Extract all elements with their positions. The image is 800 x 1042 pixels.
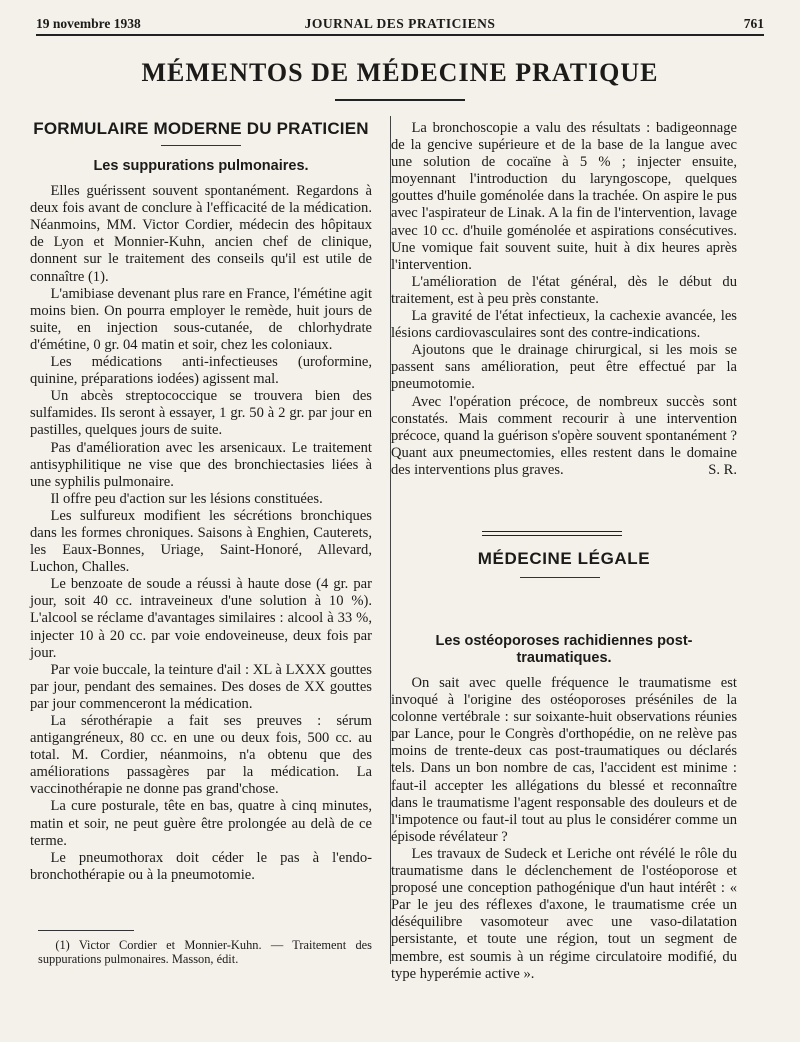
- paragraph: Les sulfureux modifient les sécrétions bronchiques dans les formes chroniques. Saisons à Enghien, Cauterets, les Eaux-Bonnes, Uriage, Saint-Honoré, Allevard, Luchon, Challes.: [30, 507, 372, 576]
- paragraph: On sait avec quelle fréquence le traumatisme est invoqué à l'origine des ostéoporoses préséniles de la colonne vertébrale : sur soixante-huit observations réunies par Lance, pour le Congrès d'orthopédie, on ne relève pas moins de trente-deux cas post-traumatiques ou déclarés tels. Dans un bon nombre de cas, l'accident est minime : faut-il accepter les allégations du blessé et reconnaître dans le traumatisme l'agent responsable des douleurs et de l'impotence ou faut-il tout au plus le considérer comme un épisode révélateur ?: [391, 675, 737, 845]
- paragraph: Avec l'opération précoce, de nombreux succès sont constatés. Mais comment recourir à une intervention précoce, quand la guérison s'opère souvent spontanément ? Quant aux pneumectomies, elles restent dans le domaine des interventions plus graves.: [391, 393, 737, 478]
- paragraph: Les travaux de Sudeck et Leriche ont révélé le rôle du traumatisme dans le déclenchement de l'ostéoporose et proposé une conception pathogénique d'un haut intérêt : « Par le jeu des réflexes d'axone, le traumatisme crée un déséquilibre vasomoteur avec une vaso-dilatation persistante, et toute une région, tout un segment de membre, est soumis à un régime circulatoire modifié, du type hyperémie active ».: [391, 845, 737, 982]
- title-rule: [335, 99, 465, 101]
- running-header: [36, 14, 764, 36]
- paragraph: L'amélioration de l'état général, dès le début du traitement, est à peu près constante.: [391, 273, 737, 307]
- paragraph: La sérothérapie a fait ses preuves : sérum antigangréneux, 80 cc. en une ou deux fois, 500 cc. au total. M. Cordier, néanmoins, n'a obtenu que des améliorations passagères par la médication. La vaccinothérapie ne donne pas grand'chose.: [30, 713, 372, 798]
- left-column: [30, 120, 372, 884]
- formulaire-title: FORMULAIRE MODERNE DU PRATICIEN: [33, 119, 369, 138]
- paragraph: Le pneumothorax doit céder le pas à l'endo-bronchothérapie ou à la pneumotomie.: [30, 849, 372, 883]
- page-title: MÉMENTOS DE MÉDECINE PRATIQUE: [141, 58, 659, 87]
- paragraph: Le benzoate de soude a réussi à haute dose (4 gr. par jour, soit 40 cc. intraveineux d'une solution à 10 %). L'alcool se réclame d'avantages similaires : alcool à 33 %, injecter 10 à 20 cc. par voie endoveineuse, deux fois par jour.: [30, 576, 372, 661]
- header-rule: [36, 34, 764, 36]
- footnote: (1) Victor Cordier et Monnier-Kuhn. — Traitement des suppurations pulmonaires. Masson, édit.: [38, 938, 372, 967]
- paragraph: Elles guérissent souvent spontanément. Regardons à deux fois avant de conclure à l'efficacité de la médication. Néanmoins, MM. Victor Cordier, médecin des hôpitaux de Lyon et Monnier-Kuhn, ancien chef de clinique, donnent sur le traitement des conseils qu'il est utile de connaître (1).: [30, 183, 372, 285]
- paragraph: L'amibiase devenant plus rare en France, l'émétine agit moins bien. On pourra employer le remède, huit jours de suite, en injection sous-cutanée, de chlorhydrate d'émétine, 0 gr. 04 matin et soir, chez les coloniaux.: [30, 285, 372, 353]
- formulaire-rule: [161, 145, 241, 146]
- paragraph-with-signature: [391, 394, 737, 479]
- right-column-top: [391, 120, 737, 479]
- section-separator: [482, 531, 622, 536]
- paragraph: Pas d'amélioration avec les arsenicaux. Le traitement antisyphilitique ne vise que des bronchiectasies liées à une syphilis pulmonaire.: [30, 439, 372, 490]
- medecine-legale-title: MÉDECINE LÉGALE: [477, 549, 651, 568]
- formulaire-subtitle: Les suppurations pulmonaires.: [93, 158, 309, 175]
- medecine-legale-rule: [520, 577, 600, 578]
- paragraph: Il offre peu d'action sur les lésions constituées.: [50, 490, 323, 507]
- paragraph: Par voie buccale, la teinture d'ail : XL à LXXX gouttes par jour, pendant des semaines. Des doses de XX gouttes par jour commenceront la médication.: [30, 661, 372, 712]
- paragraph: Ajoutons que le drainage chirurgical, si les mois se passent sans amélioration, peut être effectué par la pneumotomie.: [391, 342, 737, 393]
- paragraph: La gravité de l'état infectieux, la cachexie avancée, les lésions cardiovasculaires sont des contre-indications.: [391, 308, 737, 342]
- header-date: 19 novembre 1938: [36, 16, 141, 31]
- medecine-legale-subtitle: Les ostéoporoses rachidiennes post-traumatiques.: [435, 633, 693, 666]
- paragraph: Les médications anti-infectieuses (uroformine, quinine, préparations iodées) agissent mal.: [30, 354, 372, 388]
- paragraph: La bronchoscopie a valu des résultats : badigeonnage de la gencive supérieure et de la base de la langue avec une solution de cocaïne à 5 % ; injecter ensuite, moyennant l'introduction du laryngoscope, quelques gouttes d'huile goménolée dans la trachée. On aspire le pus avec l'aspirateur de Linak. A la fin de l'intervention, lavage avec 10 cc. d'huile goménolée et aspirations consécutives. Une vomique fait souvent suite, huit à dix heures après l'intervention.: [391, 120, 737, 273]
- signature: S. R.: [708, 461, 737, 478]
- paragraph: La cure posturale, tête en bas, quatre à cinq minutes, matin et soir, ne peut guère être prolongée au delà de ce terme.: [30, 798, 372, 849]
- right-column-bottom: [391, 633, 737, 983]
- header-page-number: 761: [743, 16, 764, 31]
- header-journal-name: JOURNAL DES PRATICIENS: [304, 16, 496, 31]
- footnote-rule: [38, 930, 134, 931]
- paragraph: Un abcès streptococcique se trouvera bien des sulfamides. Ils seront à essayer, 1 gr. 50 à 2 gr. par jour en pastilles, quelques jours de suite.: [30, 388, 372, 439]
